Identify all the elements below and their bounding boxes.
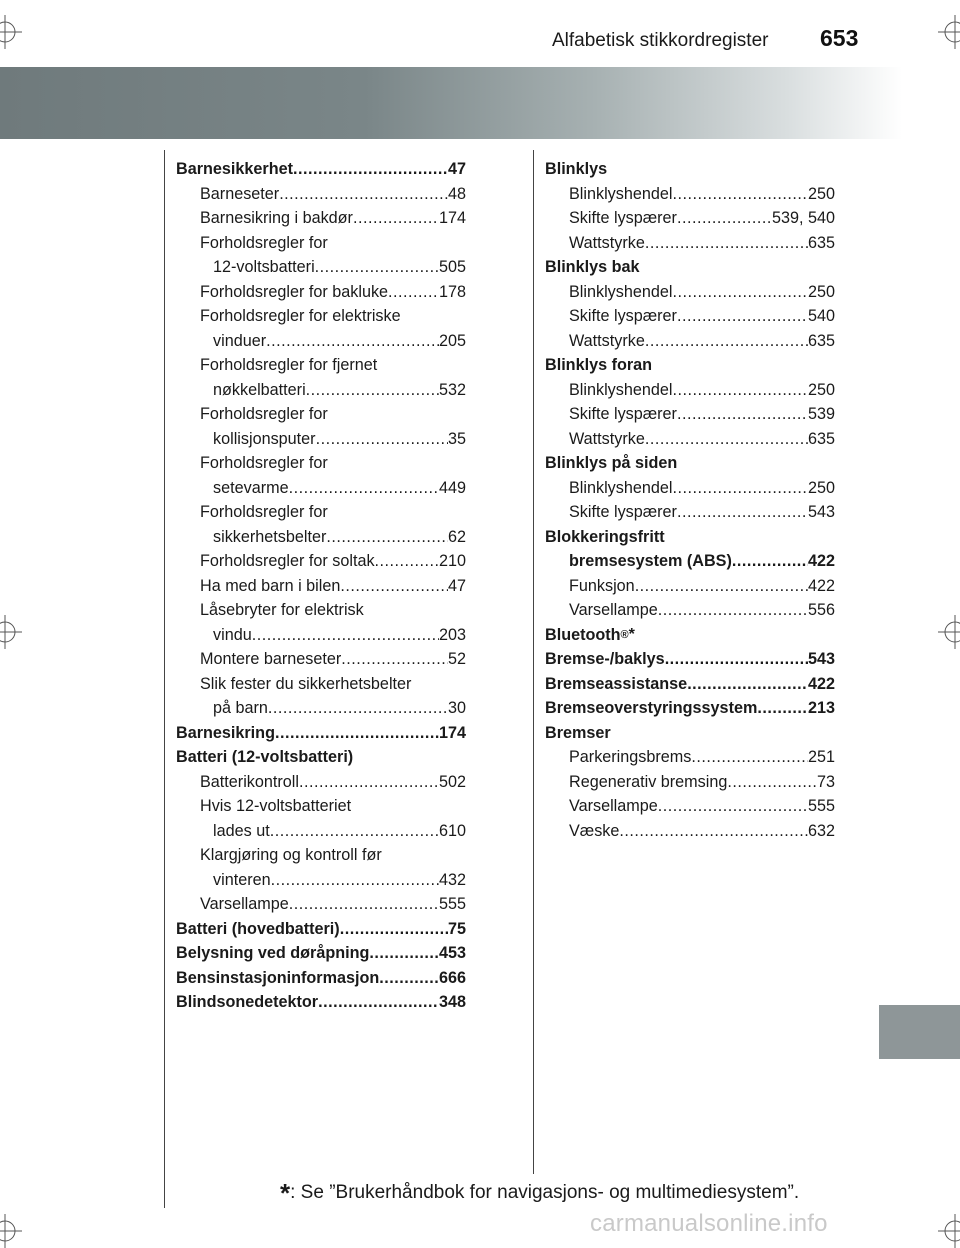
index-entry (176, 280, 466, 305)
dot-leader (379, 966, 439, 991)
index-entry-term: Forholdsregler for elektriske (200, 307, 401, 325)
index-entry (176, 329, 466, 354)
index-entry (176, 672, 466, 697)
index-entry (176, 255, 466, 280)
dot-leader (318, 990, 439, 1015)
index-entry (545, 598, 835, 623)
index-entry-term: Batteri (hovedbatteri) (176, 919, 340, 938)
dot-leader (275, 721, 439, 746)
index-entry (545, 770, 835, 795)
dot-leader (665, 647, 808, 672)
index-entry-term: Barnesikring i bakdør (200, 209, 353, 227)
index-entry-term: Forholdsregler for (200, 454, 328, 472)
index-entry-page: 174 (438, 209, 466, 227)
index-entry-term: Regenerativ bremsing (569, 772, 728, 791)
index-entry (176, 402, 466, 427)
index-entry-term: Blinklyshendel (569, 282, 673, 301)
dot-leader (316, 427, 448, 452)
index-entry (545, 427, 835, 452)
dot-leader (677, 304, 808, 329)
header-banner (0, 67, 960, 139)
index-entry-term: Bensinstasjoninformasjon (176, 968, 380, 987)
index-entry (176, 794, 466, 819)
index-entry (545, 696, 835, 721)
index-entry-page: 632 (807, 821, 835, 840)
index-entry (176, 941, 466, 966)
index-entry-term: Parkeringsbrems (569, 748, 692, 766)
index-entry-page: 348 (438, 993, 466, 1011)
index-entry-page: 449 (438, 478, 466, 497)
index-entry (545, 500, 835, 525)
dot-leader (677, 206, 772, 231)
index-entry (176, 745, 466, 770)
index-entry (545, 476, 835, 501)
index-entry (176, 623, 466, 648)
index-entry (545, 647, 835, 672)
index-entry (545, 378, 835, 403)
index-entry-page: 555 (807, 797, 835, 815)
index-entry-term: kollisjonsputer (213, 429, 316, 448)
index-entry-page: 205 (438, 331, 466, 350)
index-entry (176, 819, 466, 844)
index-entry-page: 556 (807, 601, 835, 619)
dot-leader (315, 255, 439, 280)
index-entry-term: Wattstyrke (569, 233, 645, 252)
index-entry-page: 505 (438, 258, 466, 276)
dot-leader (672, 280, 808, 305)
index-entry-term: Wattstyrke (569, 429, 645, 448)
dot-leader (732, 549, 808, 574)
index-entry (176, 598, 466, 623)
index-entry-term: vinteren (213, 870, 271, 889)
index-entry-page: 62 (447, 527, 466, 546)
index-entry (545, 794, 835, 819)
index-entry (545, 255, 835, 280)
index-entry (176, 917, 466, 942)
index-entry (176, 647, 466, 672)
index-entry-term: Skifte lyspærer (569, 503, 677, 521)
index-entry (545, 304, 835, 329)
index-entry-page: 250 (807, 380, 835, 399)
index-entry-term: Varsellampe (569, 797, 658, 815)
index-entry-term: Forholdsregler for (200, 233, 328, 252)
registration-mark-icon (0, 1214, 22, 1248)
index-entry-term: Blinklyshendel (569, 478, 673, 497)
index-entry (176, 231, 466, 256)
index-entry (176, 549, 466, 574)
dot-leader (293, 157, 448, 182)
dot-leader (645, 329, 808, 354)
index-entry-term: Forholdsregler for fjernet (200, 356, 378, 374)
index-entry-page: 502 (438, 772, 466, 791)
index-entry-page: 432 (438, 870, 466, 889)
index-entry-term: Bremser (545, 723, 611, 742)
index-entry (176, 451, 466, 476)
dot-leader (727, 770, 817, 795)
index-entry-term: på barn (213, 699, 268, 717)
index-entry (176, 990, 466, 1015)
dot-leader (340, 574, 448, 599)
dot-leader (326, 525, 448, 550)
index-entry-term: Blinklys foran (545, 356, 653, 374)
index-entry-page: 422 (807, 576, 835, 595)
index-entry-page: 453 (438, 944, 466, 962)
index-entry (545, 819, 835, 844)
dot-leader (252, 623, 439, 648)
index-entry-term: sikkerhetsbelter (213, 527, 327, 546)
index-entry-page: 422 (807, 674, 835, 693)
index-entry (545, 329, 835, 354)
dot-leader (645, 231, 808, 256)
index-entry-page: 250 (807, 478, 835, 497)
index-entry (545, 623, 835, 648)
index-entry-page: 52 (447, 650, 466, 668)
index-entry-term: Klargjøring og kontroll før (200, 846, 382, 864)
index-entry-term: nøkkelbatteri (213, 380, 306, 399)
index-entry-page: 532 (438, 380, 466, 399)
index-entry (545, 672, 835, 697)
index-entry-page: 635 (807, 331, 835, 350)
index-entry (176, 500, 466, 525)
index-entry-term: vindu (213, 625, 252, 644)
registration-mark-icon (938, 615, 960, 649)
index-entry (545, 280, 835, 305)
index-entry-page: 635 (807, 233, 835, 252)
index-entry-term: Batterikontroll (200, 772, 299, 791)
dot-leader (388, 280, 439, 305)
index-entry-term: Bremseassistanse (545, 674, 688, 693)
index-entry (545, 574, 835, 599)
footnote (280, 1178, 799, 1209)
index-entry-term: Forholdsregler for soltak (200, 552, 375, 570)
index-entry (176, 574, 466, 599)
index-entry (545, 721, 835, 746)
index-entry-term: 12-voltsbatteri (213, 258, 315, 276)
dot-leader (340, 917, 448, 942)
index-entry-term: Batteri (12-voltsbatteri) (176, 748, 354, 766)
index-entry-term: Varsellampe (569, 601, 658, 619)
index-entry (176, 206, 466, 231)
index-entry-term: Wattstyrke (569, 331, 645, 350)
column-divider (533, 150, 534, 1174)
dot-leader (619, 819, 808, 844)
registration-mark-icon (938, 1214, 960, 1248)
registration-mark-icon (0, 15, 22, 49)
index-entry-page: 47 (447, 160, 466, 178)
index-entry (176, 476, 466, 501)
page-number: 653 (820, 25, 859, 51)
index-entry-term: Barnesikring (176, 723, 275, 742)
dot-leader (271, 868, 439, 893)
index-entry-term: Skifte lyspærer (569, 405, 677, 423)
dot-leader (691, 745, 808, 770)
registration-mark-icon (938, 15, 960, 49)
watermark: carmanualsonline.info (590, 1210, 828, 1237)
index-entry-page: 422 (807, 552, 835, 570)
dot-leader (677, 500, 808, 525)
dot-leader (270, 819, 439, 844)
dot-leader (369, 941, 439, 966)
index-entry-term: Blinklys på siden (545, 454, 678, 472)
dot-leader (658, 794, 808, 819)
index-entry-page: 543 (807, 503, 835, 521)
index-entry-page: 539 (807, 405, 835, 423)
index-entry (176, 966, 466, 991)
index-entry (545, 549, 835, 574)
index-entry (176, 427, 466, 452)
index-entry-page: 539, 540 (771, 209, 835, 227)
index-entry-page: 610 (438, 821, 466, 840)
index-entry-term: Bremseoverstyringssystem (545, 699, 758, 717)
index-entry (545, 182, 835, 207)
index-entry (176, 892, 466, 917)
dot-leader (289, 892, 439, 917)
dot-leader (672, 378, 808, 403)
index-entry-term: Barnesikkerhet (176, 160, 293, 178)
index-entry-page: 250 (807, 184, 835, 203)
index-entry-term: vinduer (213, 331, 267, 350)
dot-leader (635, 574, 808, 599)
index-entry-term: Slik fester du sikkerhetsbelter (200, 674, 412, 693)
index-entry-term: Belysning ved døråpning (176, 944, 370, 962)
index-entry-term: bremsesystem (ABS) (569, 552, 732, 570)
index-entry (545, 157, 835, 182)
index-entry-term: Væske (569, 821, 620, 840)
dot-leader (266, 329, 439, 354)
dot-leader (299, 770, 439, 795)
index-entry (176, 696, 466, 721)
index-entry-page: 174 (438, 723, 466, 742)
index-entry-page: 30 (447, 699, 466, 717)
index-entry-term: Bremse-/baklys (545, 650, 665, 668)
index-entry-term: Hvis 12-voltsbatteriet (200, 797, 352, 815)
index-entry-term: Skifte lyspærer (569, 307, 677, 325)
index-column-right (545, 157, 835, 843)
index-entry (176, 353, 466, 378)
dot-leader (341, 647, 448, 672)
dot-leader (268, 696, 448, 721)
registered-mark: ® (620, 628, 629, 641)
index-entry-page: 178 (438, 282, 466, 301)
index-entry-page: 213 (807, 699, 835, 717)
index-entry-term: Blinklys bak (545, 258, 640, 276)
index-entry (545, 451, 835, 476)
index-entry-term: Låsebryter for elektrisk (200, 601, 364, 619)
index-entry (176, 868, 466, 893)
dot-leader (279, 182, 448, 207)
dot-leader (306, 378, 439, 403)
index-entry (545, 231, 835, 256)
index-entry-term: Blokkeringsfritt (545, 527, 665, 546)
dot-leader (672, 182, 808, 207)
index-entry-page: 210 (438, 552, 466, 570)
registration-mark-icon (0, 615, 22, 649)
index-entry-term: Blinklyshendel (569, 380, 673, 399)
index-entry-page: 250 (807, 282, 835, 301)
index-entry-term: Bluetooth (545, 625, 621, 644)
dot-leader (375, 549, 439, 574)
index-entry-term: Blindsonedetektor (176, 993, 319, 1011)
index-entry-term: Forholdsregler for bakluke (200, 282, 389, 301)
index-entry (545, 402, 835, 427)
index-entry-term: Varsellampe (200, 895, 289, 913)
index-entry-term: Ha med barn i bilen (200, 576, 341, 595)
index-entry-term: Blinklys (545, 160, 608, 178)
index-entry (176, 721, 466, 746)
index-column-left (176, 157, 466, 1015)
index-entry-page: 251 (807, 748, 835, 766)
footnote-marker: * (280, 1178, 291, 1208)
dot-leader (645, 427, 808, 452)
index-entry-page: 543 (807, 650, 835, 668)
index-entry-page: 203 (438, 625, 466, 644)
dot-leader (289, 476, 439, 501)
index-entry (545, 745, 835, 770)
dot-leader (353, 206, 439, 231)
index-entry (176, 378, 466, 403)
index-entry-page: 635 (807, 429, 835, 448)
index-entry (176, 304, 466, 329)
index-entry (176, 843, 466, 868)
index-entry-term: Forholdsregler for (200, 503, 328, 521)
index-entry (545, 206, 835, 231)
dot-leader (687, 672, 808, 697)
index-entry-term: Skifte lyspærer (569, 209, 677, 227)
index-entry-page: 47 (447, 576, 466, 595)
index-entry-term: setevarme (213, 478, 289, 497)
dot-leader (672, 476, 808, 501)
index-entry-term: Barneseter (200, 184, 280, 203)
dot-leader (677, 402, 808, 427)
index-entry (176, 157, 466, 182)
column-divider (164, 150, 165, 1208)
index-entry-page: 555 (438, 895, 466, 913)
index-entry (545, 353, 835, 378)
index-entry (176, 182, 466, 207)
index-entry (545, 525, 835, 550)
index-entry-page: 48 (447, 184, 466, 203)
index-entry-term: Montere barneseter (200, 650, 342, 668)
dot-leader (757, 696, 808, 721)
index-entry (176, 770, 466, 795)
index-entry-term: lades ut (213, 821, 270, 840)
index-entry-page: 540 (807, 307, 835, 325)
dot-leader (658, 598, 808, 623)
index-entry-page: 666 (438, 968, 466, 987)
index-entry-term: Funksjon (569, 576, 635, 595)
page-header-title: Alfabetisk stikkordregister (552, 30, 769, 51)
index-entry-page: 73 (816, 772, 835, 791)
section-tab (879, 1005, 960, 1059)
index-entry-page: 75 (447, 919, 466, 938)
index-entry-page: 35 (447, 429, 466, 448)
index-entry (176, 525, 466, 550)
index-entry-term: Forholdsregler for (200, 405, 328, 423)
footnote-ref: * (628, 625, 635, 643)
footnote-text: : Se ”Brukerhåndbok for navigasjons- og multimediesystem”. (290, 1182, 800, 1203)
index-entry-term: Blinklyshendel (569, 184, 673, 203)
